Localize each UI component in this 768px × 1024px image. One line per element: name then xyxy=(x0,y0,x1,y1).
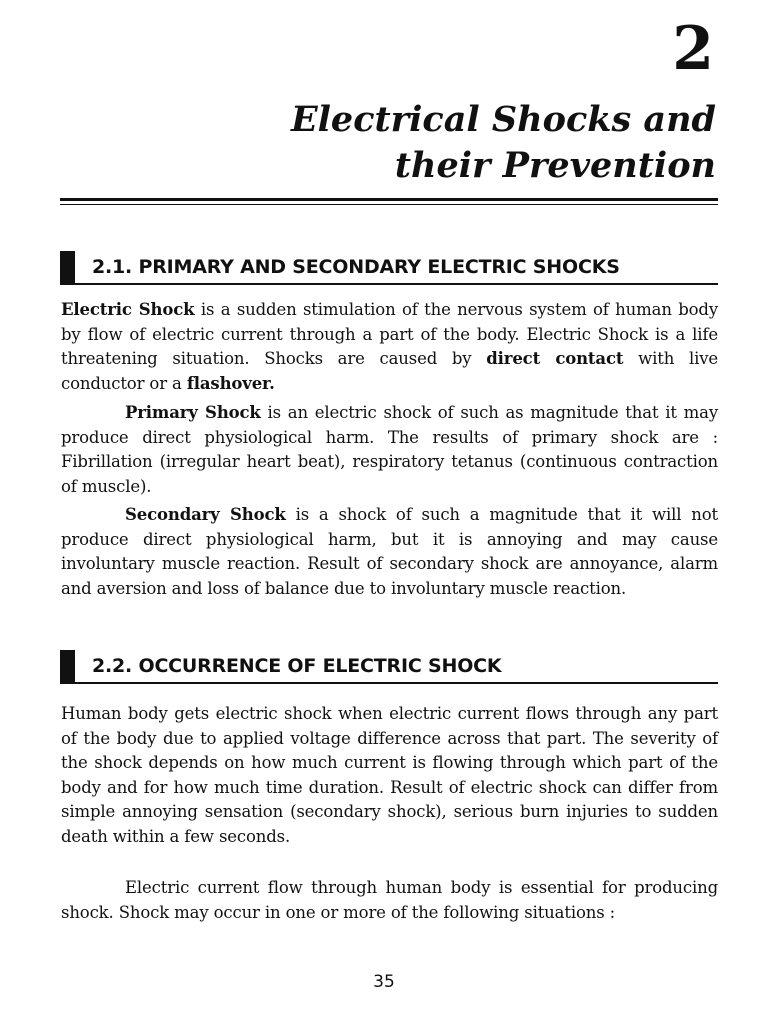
term-primary-shock: Primary Shock xyxy=(125,403,261,422)
paragraph-text: is a shock of such a magnitude that it will not produce direct physiological harm, but it is annoying and may cause involuntary muscle reaction. Result of secondary shock are annoyance, alarm and aversion and loss of balance due to involuntary muscle reaction. xyxy=(61,505,718,598)
paragraph-occurrence xyxy=(61,702,718,850)
paragraph-secondary-shock xyxy=(61,503,718,601)
paragraph-text: Electric current flow through human body is essential for producing shock. Shock may occur in one or more of the following situations : xyxy=(61,878,718,922)
section-heading-rule xyxy=(60,682,718,684)
section-heading-2-1 xyxy=(60,251,718,285)
section-heading-2-2 xyxy=(60,650,718,684)
chapter-title-line-2: their Prevention xyxy=(394,145,716,186)
paragraph-text: is an electric shock of such as magnitude that it may produce direct physiological harm. The results of primary shock are : Fibrillation (irregular heart beat), respiratory tetanus (continuous contraction of muscle). xyxy=(61,403,718,496)
section-marker xyxy=(60,251,75,285)
paragraph-text: with live conductor or a xyxy=(61,349,719,393)
paragraph-primary-shock xyxy=(61,401,718,499)
section-heading-text: 2.1. PRIMARY AND SECONDARY ELECTRIC SHOCKS xyxy=(92,256,620,278)
chapter-title-line-1: Electrical Shocks and xyxy=(290,99,716,140)
section-marker xyxy=(60,650,75,684)
paragraph-electric-shock xyxy=(61,298,718,396)
title-divider-thick xyxy=(60,198,718,201)
term-electric-shock: Electric Shock xyxy=(61,300,195,319)
chapter-number: 2 xyxy=(672,14,714,84)
title-divider-thin xyxy=(60,204,718,205)
paragraph-text: Human body gets electric shock when electric current flows through any part of the body due to applied voltage difference across that part. The severity of the shock depends on how much current is flowing through which part of the body and for how much time duration. Result of electric shock can differ from simple annoying sensation (secondary shock), serious burn injuries to sudden death within a few seconds. xyxy=(61,704,718,846)
page-number: 35 xyxy=(373,972,395,992)
paragraph-text: is a sudden stimulation of the nervous system of human body by flow of electric current through a part of the body. Electric Shock is a life threatening situation. Shocks are caused by xyxy=(61,300,719,369)
section-heading-rule xyxy=(60,283,718,285)
chapter-title xyxy=(291,97,716,189)
paragraph-current-flow xyxy=(61,876,718,925)
term-direct-contact: direct contact xyxy=(486,349,624,369)
term-secondary-shock: Secondary Shock xyxy=(125,505,286,524)
section-heading-text: 2.2. OCCURRENCE OF ELECTRIC SHOCK xyxy=(92,655,502,677)
term-flashover: flashover. xyxy=(186,373,275,393)
